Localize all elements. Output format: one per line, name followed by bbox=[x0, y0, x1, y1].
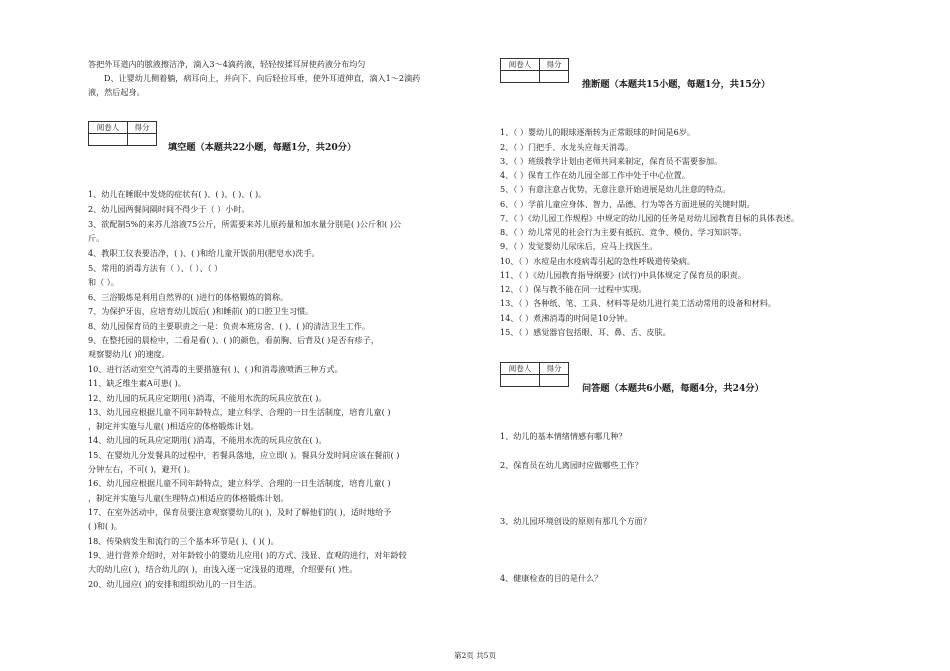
judge-line: 12、（ ）保与教不能在同一过程中实现。 bbox=[500, 284, 647, 294]
judge-line: 11、（ ）《幼儿园教育指导纲要》(试行)中具体规定了保育员的职责。 bbox=[500, 270, 746, 280]
score-cell[interactable] bbox=[540, 375, 569, 387]
intro-line-3: 液，然后起身。 bbox=[88, 87, 145, 97]
fill-line: 观察婴幼儿( )的速度。 bbox=[88, 349, 170, 359]
fill-line: 2、幼儿园两餐间隔时间不得少于（ ）小时。 bbox=[88, 204, 250, 214]
qa-line: 1、幼儿的基本情绪情感有哪几种？ bbox=[500, 431, 627, 441]
fill-line: 6、三浴锻炼是利用自然界的( )进行的体格锻炼的简称。 bbox=[88, 292, 289, 302]
judge-line: 6、（ ）学前儿童应身体、智力、品德、行为等各方面进展的关键时期。 bbox=[500, 199, 755, 209]
fill-line: 12、幼儿园的玩具应定期用( )消毒，不能用水洗的玩具应放在( )。 bbox=[88, 393, 327, 403]
fill-line: 7、为保护牙齿，应培育幼儿饭后( )和睡前( )的口腔卫生习惯。 bbox=[88, 306, 314, 316]
reviewer-label: 阅卷人 bbox=[501, 363, 540, 375]
judge-line: 3、（ ）班级教学计划由老师共同来制定，保育员不需要参加。 bbox=[500, 156, 723, 166]
score-cell[interactable] bbox=[128, 134, 157, 146]
judge-line: 2、（ ）门把手、水龙头应每天消毒。 bbox=[500, 142, 634, 152]
fill-line: 4、教职工仪表要洁净，( )、( )和给儿童开饭前用(肥皂水)洗手。 bbox=[88, 248, 320, 258]
score-box-fill bbox=[88, 121, 157, 146]
fill-line: 10、进行活动室空气消毒的主要措施有( )、( )和消毒液喷洒三种方式。 bbox=[88, 364, 343, 374]
fill-line: 11、缺乏维生素A可患( )。 bbox=[88, 378, 186, 388]
reviewer-label: 阅卷人 bbox=[89, 122, 128, 134]
page-footer: 第2页 共5页 bbox=[454, 651, 496, 660]
reviewer-label: 阅卷人 bbox=[501, 59, 540, 71]
intro-line-1: 答把外耳道内的脓液擦洁净，滴入3～4滴药液，轻轻按揉耳屏使药液分布均匀 bbox=[88, 59, 366, 69]
qa-line: 2、保育员在幼儿离园时应做哪些工作？ bbox=[500, 460, 643, 470]
fill-line: ，制定并实施与儿童(生理特点)相适应的体格锻炼计划。 bbox=[88, 493, 289, 503]
judge-line: 9、（ ）发觉婴幼儿尿床后，应马上找医生。 bbox=[500, 241, 658, 251]
judge-line: 5、（ ）有意注意占优势，无意注意开始进展是幼儿注意的特点。 bbox=[500, 184, 731, 194]
reviewer-cell[interactable] bbox=[501, 71, 540, 83]
fill-line: 分钟左右，不可( )，避开( )。 bbox=[88, 464, 195, 474]
judge-line: 7、（ ）《幼儿园工作规程》中规定的幼儿园的任务是对幼儿园教育目标的具体表述。 bbox=[500, 213, 800, 223]
fill-line: 3、欲配制5%的来苏儿溶液75公斤，所需要来苏儿原药量和加水量分别是( )公斤和( )公 bbox=[88, 219, 402, 229]
fill-line: 8、幼儿园保育员的主要职责之一是：负责本班房舍、( )、( )的清洁卫生工作。 bbox=[88, 321, 370, 331]
fill-line: 5、常用的消毒方法有（ ）、（ ）、（ ） bbox=[88, 263, 223, 273]
fill-line: 16、幼儿园应根据儿童不同年龄特点，建立科学、合理的一日生活制度，培育儿童( ) bbox=[88, 478, 391, 488]
fill-line: 19、进行营养介绍时，对年龄较小的婴幼儿应用( )的方式、浅显、直观的进行，对年龄较 bbox=[88, 550, 407, 560]
reviewer-cell[interactable] bbox=[501, 375, 540, 387]
score-label: 得分 bbox=[540, 363, 569, 375]
score-label: 得分 bbox=[128, 122, 157, 134]
fill-line: 9、在整托园的晨检中，二看是看( )、( )的颜色，看前胸、后背及( )是否有疹子， bbox=[88, 335, 379, 345]
fill-line: 1、幼儿在睡眠中发烧的症状有( )、( )、( )、( )。 bbox=[88, 189, 267, 199]
fill-line: ( )和( )。 bbox=[88, 521, 122, 531]
intro-line-2: D、让婴幼儿侧着躺，病耳向上，并向下、向后轻拉耳垂，使外耳道伸直，滴入1～2滴药 bbox=[104, 73, 421, 83]
judge-line: 15、（ ）感觉器官包括眼、耳、鼻、舌、皮肤。 bbox=[500, 327, 671, 337]
fill-line: 斤。 bbox=[88, 233, 105, 243]
qa-section-title: 问答题（本题共6小题，每题4分，共24分） bbox=[582, 383, 764, 394]
judge-line: 1、（ ）婴幼儿的眼球逐渐转为正常眼球的时间是6岁。 bbox=[500, 127, 695, 137]
fill-line: ，制定并实施与儿童( )相适应的体格锻炼计划。 bbox=[88, 421, 259, 431]
judge-section-title: 推断题（本题共15小题，每题1分，共15分） bbox=[582, 79, 771, 90]
fill-line: 17、在室外活动中，保育员要注意观察婴幼儿的( )，及时了解他们的( )，适时地给予 bbox=[88, 507, 392, 517]
fill-line: 18、传染病发生和流行的三个基本环节是( )、( )( )。 bbox=[88, 536, 279, 546]
fill-line: 20、幼儿园应( )的安排和组织幼儿的一日生活。 bbox=[88, 579, 261, 589]
fill-section-title: 填空题（本题共22小题，每题1分，共20分） bbox=[168, 142, 357, 153]
judge-line: 4、（ ）保育工作在幼儿园全部工作中处于中心位置。 bbox=[500, 170, 690, 180]
judge-line: 14、（ ）煮沸消毒的时间是10分钟。 bbox=[500, 313, 633, 323]
judge-line: 10、（ ）水痘是由水疫病毒引起的急性呼吸道传染病。 bbox=[500, 256, 695, 266]
score-label: 得分 bbox=[540, 59, 569, 71]
fill-line: 和（ ）。 bbox=[88, 277, 119, 287]
score-box-qa bbox=[500, 362, 569, 387]
fill-line: 13、幼儿园应根据儿童不同年龄特点，建立科学、合理的一日生活制度，培育儿童( ) bbox=[88, 407, 391, 417]
reviewer-cell[interactable] bbox=[89, 134, 128, 146]
qa-line: 3、幼儿园环境创设的原则有那几个方面？ bbox=[500, 516, 651, 526]
judge-line: 13、（ ）各种纸、笔、工具、材料等是幼儿进行美工活动常用的设备和材料。 bbox=[500, 298, 776, 308]
qa-line: 4、健康检查的目的是什么？ bbox=[500, 573, 603, 583]
score-box-judge bbox=[500, 58, 569, 83]
fill-line: 15、在婴幼儿分发餐具的过程中，若餐具落地，应立即( )。餐具分发时间应该在餐前( ) bbox=[88, 450, 400, 460]
score-cell[interactable] bbox=[540, 71, 569, 83]
fill-line: 14、幼儿园的玩具应定期用( )消毒，不能用水洗的玩具应放在( )。 bbox=[88, 435, 327, 445]
judge-line: 8、（ ）幼儿常见的社会行为主要有抵抗、竞争、模仿、学习知识等。 bbox=[500, 227, 747, 237]
fill-line: 大的幼儿应( )，结合幼儿的( )，由浅入逐一定浅显的道理，介绍要有( )性。 bbox=[88, 564, 358, 574]
